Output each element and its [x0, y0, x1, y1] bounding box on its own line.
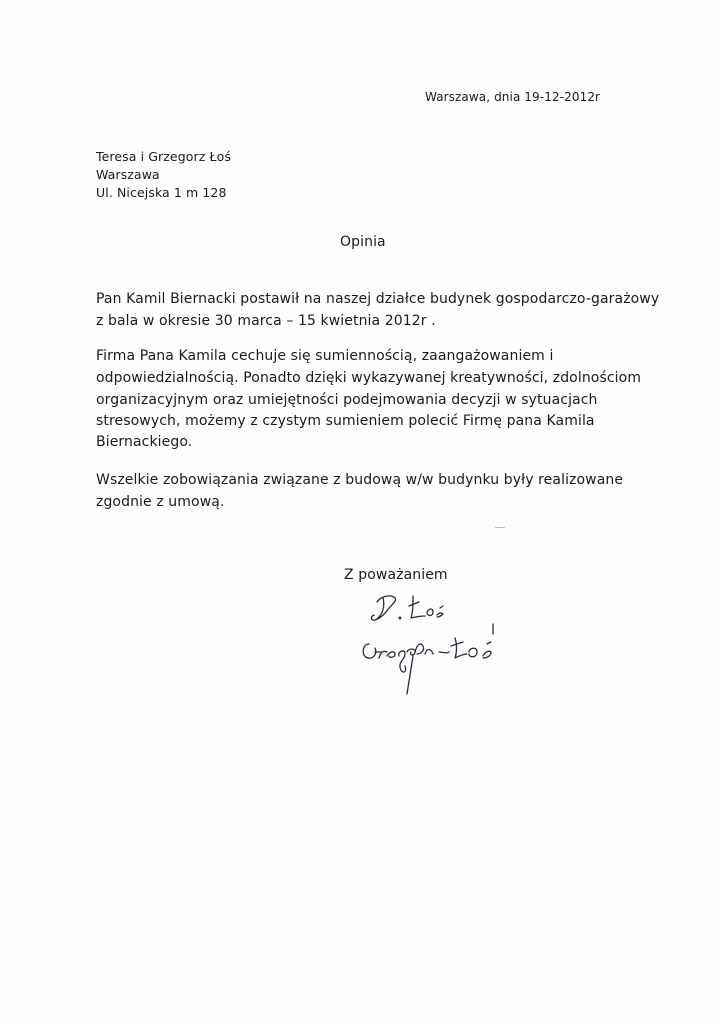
paragraph-3-line-2: zgodnie z umową. — [96, 494, 225, 510]
scan-mark — [495, 527, 505, 528]
letter-title: Opinia — [340, 234, 386, 250]
sender-street: Ul. Nicejska 1 m 128 — [96, 185, 227, 200]
paragraph-2-line-2: odpowiedzialnością. Ponadto dzięki wykazywanej kreatywności, zdolnościom — [96, 370, 642, 386]
paragraph-1-line-1: Pan Kamil Biernacki postawił na naszej działce budynek gospodarczo-garażowy — [96, 291, 660, 307]
paragraph-1-line-2: z bala w okresie 30 marca – 15 kwietnia 2012r . — [96, 313, 436, 329]
sender-name: Teresa i Grzegorz Łoś — [96, 149, 231, 164]
date-line: Warszawa, dnia 19-12-2012r — [425, 90, 601, 104]
closing-line: Z poważaniem — [344, 567, 448, 583]
paragraph-2-line-5: Biernackiego. — [96, 434, 193, 450]
paragraph-2-line-3: organizacyjnym oraz umiejętności podejmowania decyzji w sytuacjach — [96, 392, 598, 408]
paragraph-3-line-1: Wszelkie zobowiązania związane z budową w/w budynku były realizowane — [96, 472, 624, 488]
paragraph-2-line-4: stresowych, możemy z czystym sumieniem polecić Firmę pana Kamila — [96, 413, 595, 429]
handwritten-signature — [355, 582, 515, 697]
sender-city: Warszawa — [96, 167, 160, 182]
paragraph-2-line-1: Firma Pana Kamila cechuje się sumiennością, zaangażowaniem i — [96, 348, 554, 364]
